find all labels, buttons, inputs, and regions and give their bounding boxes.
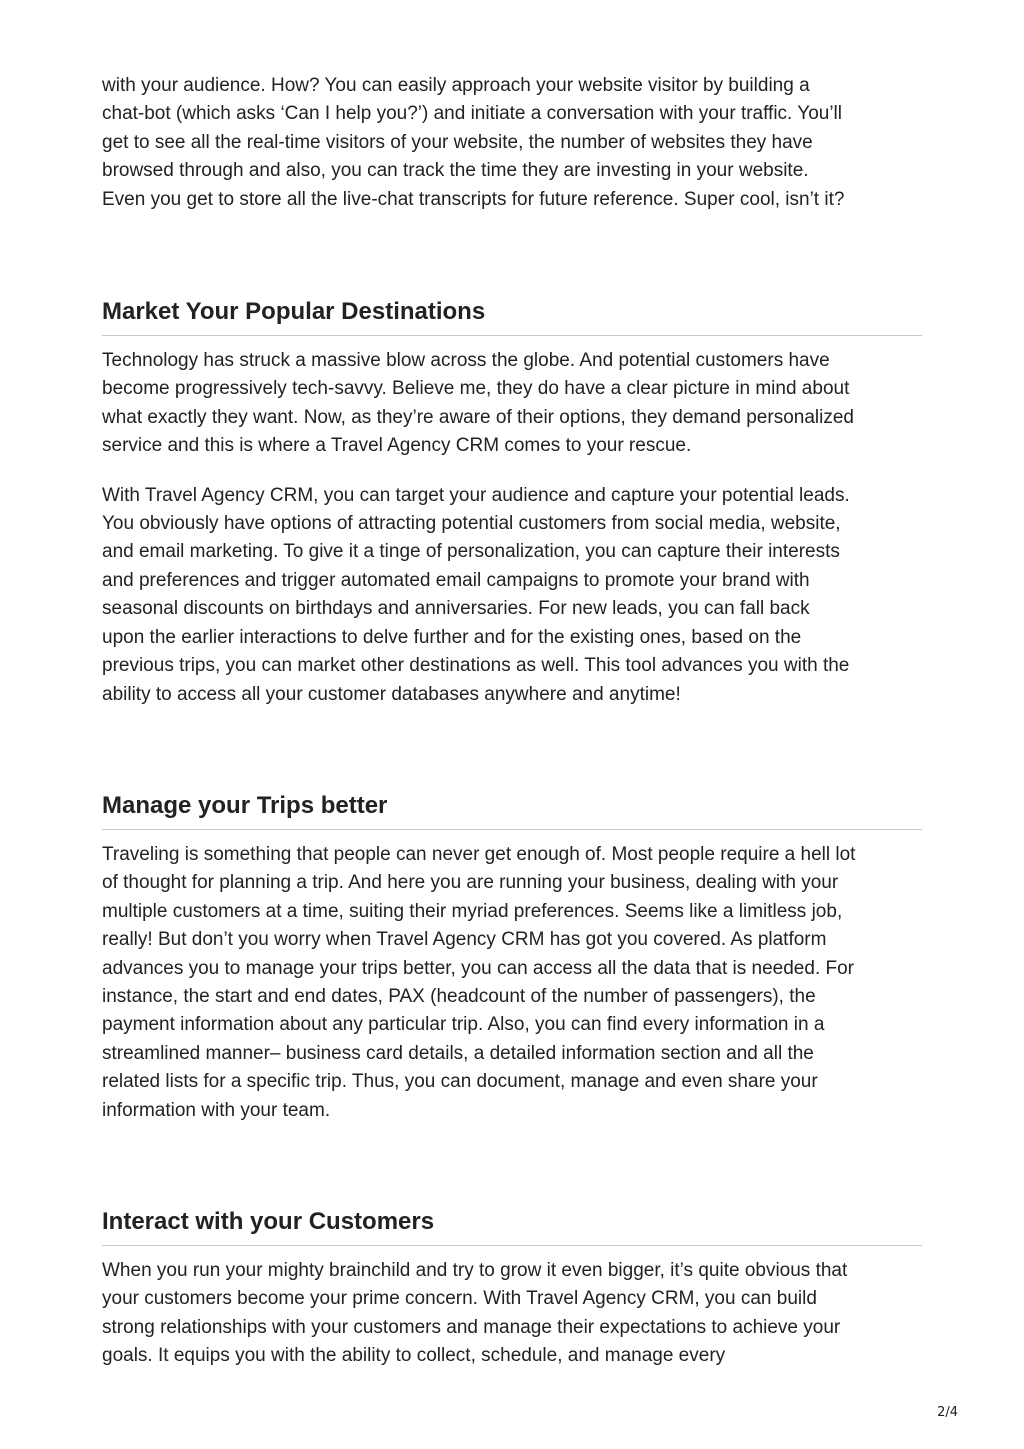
section-interact-customers bbox=[102, 1207, 922, 1371]
section-market-destinations bbox=[102, 297, 922, 709]
section-heading: Interact with your Customers bbox=[102, 1207, 922, 1246]
document-page bbox=[102, 72, 922, 1371]
intro-paragraph: with your audience. How? You can easily approach your website visitor by building a chat-bot (which asks ‘Can I help you?’) and initiate a conversation with your traffic. You’ll get to see all the real-time visitors of your website, the number of websites they have browsed through and also, you can track the time they are investing in your website. Even you get to store all the live-chat transcripts for future reference. Super cool, isn’t it? bbox=[102, 75, 845, 210]
section-paragraph: Technology has struck a massive blow across the globe. And potential customers have become progressively tech-savvy. Believe me, they do have a clear picture in mind about what exactly they want. Now, as they’re aware of their options, they demand personalized service and this is where a Travel Agency CRM comes to your rescue. bbox=[102, 350, 854, 457]
section-paragraph: Traveling is something that people can never get enough of. Most people require a hell lot of thought for planning a trip. And here you are running your business, dealing with your multiple customers at a time, suiting their myriad preferences. Seems like a limitless job, really! But don’t you worry when Travel Agency CRM has got you covered. As platform advances you to manage your trips better, you can access all the data that is needed. For instance, the start and end dates, PAX (headcount of the number of passengers), the payment information about any particular trip. Also, you can find every information in a streamlined manner– business card details, a detailed information section and all the related lists for a specific trip. Thus, you can document, manage and even share your information with your team. bbox=[102, 843, 856, 1121]
section-paragraph: When you run your mighty brainchild and try to grow it even bigger, it’s quite obvious that your customers become your prime concern. With Travel Agency CRM, you can build strong relationships with your customers and manage their expectations to achieve your goals. It equips you with the ability to collect, schedule, and manage every bbox=[102, 1259, 848, 1367]
section-heading: Manage your Trips better bbox=[102, 791, 922, 830]
page-number: 2/4 bbox=[937, 1405, 958, 1420]
section-manage-trips bbox=[102, 791, 922, 1125]
section-heading: Market Your Popular Destinations bbox=[102, 297, 922, 336]
section-paragraph: With Travel Agency CRM, you can target your audience and capture your potential leads. You obviously have options of attracting potential customers from social media, website, and email marketing. To give it a tinge of personalization, you can capture their interests and preferences and trigger automated email campaigns to promote your brand with seasonal discounts on birthdays and anniversaries. For new leads, you can fall back upon the earlier interactions to delve further and for the existing ones, based on the previous trips, you can market other destinations as well. This tool advances you with the ability to access all your customer databases anywhere and anytime! bbox=[102, 484, 850, 705]
